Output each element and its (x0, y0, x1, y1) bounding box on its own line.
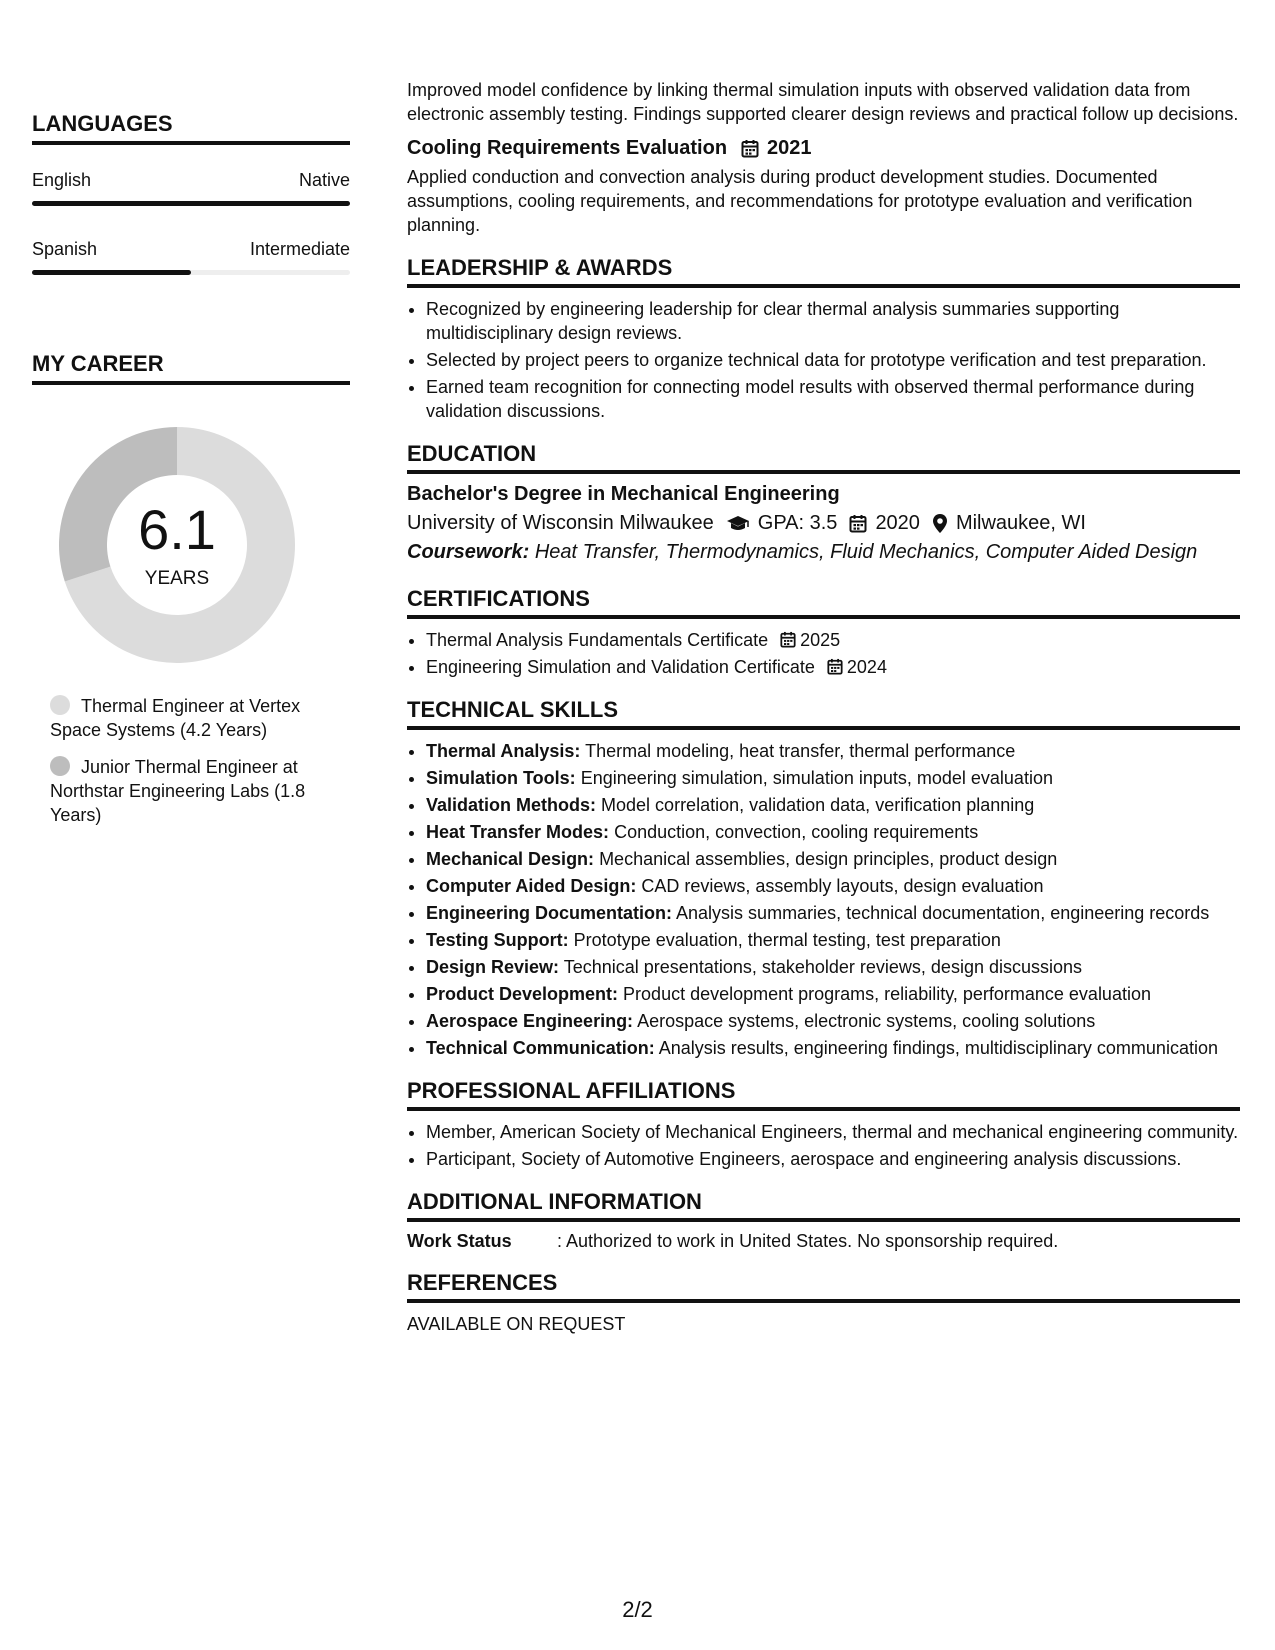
list-item: • Participant, Society of Automotive Engineers, aerospace and engineering analysis discussions. (426, 1147, 1240, 1171)
list-item (426, 874, 1240, 898)
skill-label: Validation Methods: (426, 795, 597, 815)
language-level: Native (298, 170, 350, 190)
language-level: Intermediate (249, 239, 350, 259)
skill-label: Simulation Tools: (426, 768, 576, 788)
language-proficiency-bar (32, 201, 350, 206)
skill-value: Conduction, convection, cooling requirements (614, 822, 979, 842)
career-legend-label: Thermal Engineer at Vertex Space Systems (4.2 Years) (50, 696, 301, 740)
calendar-icon (827, 658, 843, 675)
certificate-year: 2025 (800, 630, 841, 650)
language-name: English (32, 170, 92, 190)
list-item (426, 901, 1240, 925)
skill-label: Design Review: (426, 957, 560, 977)
career-legend-item (50, 694, 340, 742)
career-donut-chart (54, 422, 300, 668)
coursework (407, 541, 1240, 564)
work-status-label: Work Status (407, 1231, 512, 1251)
list-item (426, 793, 1240, 817)
degree-title: Bachelor's Degree in Mechanical Engineering (407, 483, 840, 505)
career-heading: MY CAREER (32, 351, 350, 385)
legend-dot-icon (50, 756, 70, 776)
skill-value: Model correlation, validation data, verification planning (601, 795, 1035, 815)
additional-info-heading: ADDITIONAL INFORMATION (407, 1189, 1240, 1222)
skill-label: Computer Aided Design: (426, 876, 637, 896)
education-heading: EDUCATION (407, 441, 1240, 474)
skill-value: Aerospace systems, electronic systems, cooling solutions (637, 1011, 1096, 1031)
skill-value: Mechanical assemblies, design principles, product design (599, 849, 1058, 869)
skill-value: Analysis results, engineering findings, multidisciplinary communication (658, 1038, 1218, 1058)
skill-label: Aerospace Engineering: (426, 1011, 634, 1031)
skill-label: Product Development: (426, 984, 619, 1004)
list-item (426, 847, 1240, 871)
certificate-name: Engineering Simulation and Validation Certificate (426, 657, 815, 677)
list-item (426, 1036, 1240, 1060)
work-status-value: : Authorized to work in United States. No sponsorship required. (557, 1231, 1059, 1251)
skill-value: Product development programs, reliability, performance evaluation (623, 984, 1151, 1004)
language-proficiency-fill (32, 270, 191, 275)
career-legend-label: Junior Thermal Engineer at Northstar Engineering Labs (1.8 Years) (50, 757, 306, 825)
leadership-list (407, 297, 1240, 423)
language-row (32, 239, 350, 260)
list-item (426, 1009, 1240, 1033)
skill-value: Analysis summaries, technical documentation, engineering records (676, 903, 1210, 923)
list-item (426, 955, 1240, 979)
list-item (426, 628, 1240, 652)
legend-dot-icon (50, 695, 70, 715)
career-legend (50, 694, 340, 840)
skill-label: Mechanical Design: (426, 849, 595, 869)
language-row (32, 170, 350, 191)
skill-label: Testing Support: (426, 930, 569, 950)
coursework-label: Coursework: (407, 541, 530, 563)
skill-label: Thermal Analysis: (426, 741, 581, 761)
certificate-year: 2024 (846, 657, 887, 677)
education-details (407, 512, 1240, 535)
career-total-years: 6.1 (138, 498, 216, 561)
certifications-list (407, 628, 1240, 679)
list-item (426, 655, 1240, 679)
list-item: • Member, American Society of Mechanical Engineers, thermal and mechanical engineering community. (426, 1120, 1240, 1144)
skill-label: Technical Communication: (426, 1038, 655, 1058)
career-legend-item (50, 755, 340, 827)
project-year: 2021 (767, 137, 812, 159)
graduation-year: 2020 (875, 512, 920, 534)
language-name: Spanish (32, 239, 98, 259)
skill-label: Engineering Documentation: (426, 903, 673, 923)
graduation-cap-icon (726, 515, 750, 533)
project-description: Applied conduction and convection analysis during product development studies. Documented assumptions, cooling requirements, and recommendations for prototype evaluation and verification planning. (407, 167, 1193, 235)
calendar-icon (849, 514, 867, 533)
career-total-unit: YEARS (144, 568, 210, 589)
list-item (426, 820, 1240, 844)
certifications-heading: CERTIFICATIONS (407, 586, 1240, 619)
calendar-icon (741, 139, 759, 158)
skill-value: Prototype evaluation, thermal testing, test preparation (573, 930, 1001, 950)
language-proficiency-bar (32, 270, 350, 275)
project-title: Cooling Requirements Evaluation (407, 137, 728, 159)
leadership-heading: LEADERSHIP & AWARDS (407, 255, 1240, 288)
list-item (426, 766, 1240, 790)
skill-label: Heat Transfer Modes: (426, 822, 610, 842)
skill-value: Thermal modeling, heat transfer, thermal performance (585, 741, 1016, 761)
list-item: • Earned team recognition for connecting model results with observed thermal performance during validation discussions. (426, 375, 1240, 423)
list-item: • Selected by project peers to organize technical data for prototype verification and test preparation. (426, 348, 1240, 372)
list-item: • Recognized by engineering leadership for clear thermal analysis summaries supporting multidisciplinary design reviews. (426, 297, 1240, 345)
main-column (407, 78, 1240, 1336)
skill-value: Technical presentations, stakeholder reviews, design discussions (563, 957, 1083, 977)
calendar-icon (780, 631, 796, 648)
project-continued-text: Improved model confidence by linking thermal simulation inputs with observed validation data from electronic assembly testing. Findings supported clearer design reviews and practical follow up decisions. (407, 80, 1239, 124)
location-pin-icon (932, 513, 948, 534)
coursework-list: Heat Transfer, Thermodynamics, Fluid Mechanics, Computer Aided Design (534, 541, 1198, 563)
references-heading: REFERENCES (407, 1270, 1240, 1303)
language-proficiency-fill (32, 201, 350, 206)
languages-heading: LANGUAGES (32, 111, 350, 145)
list-item (426, 739, 1240, 763)
list-item (426, 928, 1240, 952)
list-item (426, 982, 1240, 1006)
affiliations-heading: PROFESSIONAL AFFILIATIONS (407, 1078, 1240, 1111)
project-title-row (407, 137, 1240, 160)
skill-value: CAD reviews, assembly layouts, design evaluation (641, 876, 1044, 896)
school-name: University of Wisconsin Milwaukee (407, 512, 714, 534)
affiliations-list (407, 1120, 1240, 1171)
references-text: AVAILABLE ON REQUEST (407, 1314, 626, 1334)
work-status-row (407, 1231, 1240, 1252)
certificate-name: Thermal Analysis Fundamentals Certificate (426, 630, 769, 650)
skill-value: Engineering simulation, simulation inputs, model evaluation (580, 768, 1053, 788)
school-location: Milwaukee, WI (955, 512, 1086, 534)
skills-list (407, 739, 1240, 1060)
skills-heading: TECHNICAL SKILLS (407, 697, 1240, 730)
page-number: 2/2 (622, 1597, 653, 1622)
gpa: GPA: 3.5 (757, 512, 838, 534)
